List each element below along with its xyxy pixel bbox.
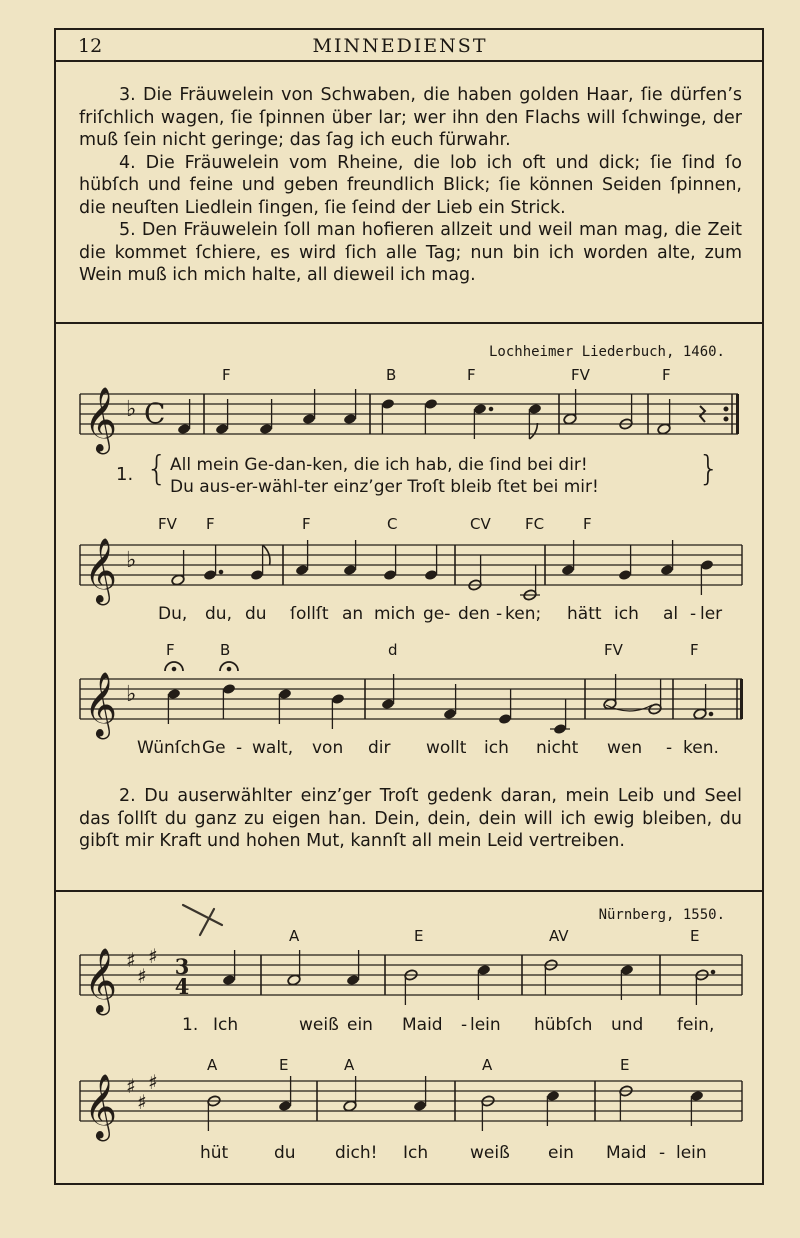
sharp-icon: ♯ <box>148 944 158 968</box>
lyric-syllable: al <box>663 604 679 624</box>
verse-2: 2. Du auserwählter einz’ger Troſt gedenk daran, mein Leib und Seel das ſollſt du ganz zu eigen han. Dein, dein, dein will ich ewig bleiben, du gibſt mir Kraft und hohen Mut, kannſt all mein Leid vertreiben. <box>79 786 742 851</box>
note <box>468 555 482 591</box>
note <box>498 689 512 725</box>
note <box>618 545 632 581</box>
lyric-syllable: du, <box>205 604 232 624</box>
lyric-syllable: ge- <box>423 604 451 624</box>
lyric-syllable: Ge <box>202 738 226 758</box>
lyric-syllable: ken; <box>505 604 542 624</box>
chord-symbol: d <box>388 641 398 659</box>
lyric-syllable: hübſch <box>534 1015 593 1035</box>
flat-icon: ♭ <box>126 397 137 422</box>
song1-source: Lochheimer Liederbuch, 1460. <box>488 344 725 360</box>
lyric-syllable: ich <box>614 604 639 624</box>
lyric-syllable: walt, <box>252 738 294 758</box>
note <box>220 662 238 719</box>
lyric-syllable: ſollſt <box>290 604 329 624</box>
lyric-syllable: - <box>496 604 503 624</box>
lyric-syllable: lein <box>470 1015 501 1035</box>
verse-2-block <box>79 785 742 853</box>
chord-symbol: E <box>414 927 424 945</box>
page-title: MINNEDIENST <box>312 35 488 57</box>
lyric-syllable: den <box>458 604 491 624</box>
treble-clef-icon: 𝄞 <box>84 948 118 1013</box>
lyric-syllable: Maid <box>606 1143 647 1163</box>
lyric-syllable: ler <box>700 604 723 624</box>
lyric-syllable: von <box>312 738 344 758</box>
treble-clef-icon: 𝄞 <box>84 387 118 452</box>
note <box>619 1085 633 1121</box>
treble-clef-icon: 𝄞 <box>84 672 118 737</box>
lyric-syllable: ein <box>548 1143 574 1163</box>
sharp-icon: ♯ <box>137 964 147 988</box>
brace-left: { <box>146 449 168 489</box>
time-signature-bottom: 4 <box>174 974 190 999</box>
lyrics-line-2: Du aus-er-wähl-ter einz’ger Troſt bleib ſtet bei mir! <box>170 477 599 497</box>
verse-number: 1. <box>116 464 134 485</box>
chord-symbol: B <box>386 366 397 384</box>
chord-symbol: A <box>344 1056 355 1074</box>
lyric-syllable: dir <box>368 738 391 758</box>
note <box>619 394 633 430</box>
lyric-syllable: fein, <box>677 1015 715 1035</box>
chord-symbol: AV <box>549 927 569 945</box>
lyric-syllable: du <box>274 1143 296 1163</box>
lyric-syllable: - <box>666 738 673 758</box>
chord-symbol: C <box>387 515 398 533</box>
flat-icon: ♭ <box>126 682 137 707</box>
chord-symbol: F <box>222 366 231 384</box>
note <box>695 969 715 1005</box>
treble-clef-icon: 𝄞 <box>84 1074 118 1139</box>
note <box>383 545 397 581</box>
lyric-syllable: hätt <box>567 604 602 624</box>
lyric-syllable: wollt <box>426 738 467 758</box>
lyric-syllable: Maid <box>402 1015 443 1035</box>
note <box>544 959 558 995</box>
lyric-syllable: an <box>342 604 364 624</box>
sharp-icon: ♯ <box>126 948 136 972</box>
flat-icon: ♭ <box>126 548 137 573</box>
lyric-syllable: - <box>461 1015 468 1035</box>
lyric-syllable: ein <box>347 1015 373 1035</box>
sharp-icon: ♯ <box>137 1090 147 1114</box>
lyric-syllable: ken. <box>683 738 719 758</box>
lyric-syllable: 1. <box>182 1015 199 1035</box>
note <box>404 969 418 1005</box>
chord-symbol: F <box>302 515 311 533</box>
lyrics-line-1: All mein Ge-dan-ken, die ich hab, die ſind bei dir! <box>170 455 588 475</box>
chord-symbol: F <box>206 515 215 533</box>
note <box>203 545 223 581</box>
note <box>250 545 270 581</box>
sharp-icon: ♯ <box>126 1074 136 1098</box>
sharp-icon: ♯ <box>148 1070 158 1094</box>
lyric-syllable: dich! <box>335 1143 378 1163</box>
chord-symbol: E <box>279 1056 289 1074</box>
note <box>700 559 714 595</box>
chord-symbol: A <box>207 1056 218 1074</box>
lyric-syllable: lein <box>676 1143 707 1163</box>
lyric-syllable: ich <box>484 738 509 758</box>
chord-symbol: F <box>690 641 699 659</box>
pencil-mark <box>183 905 222 935</box>
note <box>424 545 438 581</box>
chord-symbol: CV <box>470 515 491 533</box>
note <box>331 693 345 729</box>
lyric-syllable: weiß <box>299 1015 339 1035</box>
chord-symbol: FV <box>158 515 177 533</box>
lyric-syllable: Ich <box>403 1143 429 1163</box>
lyric-syllable: Du, <box>158 604 188 624</box>
chord-symbol: E <box>620 1056 630 1074</box>
note <box>550 699 570 735</box>
lyric-syllable: Ich <box>213 1015 239 1035</box>
verse-3: 3. Die Fräuwelein von Schwaben, die haben golden Haar, ſie dürfen’s friſchlich wagen, ſie ſpinnen über lar; wer ihn den Flachs will ſchwinge, der muß ſein nicht geringe; das ſag ich euch fürwahr. <box>79 85 742 150</box>
chord-symbol: B <box>220 641 231 659</box>
chord-symbol: A <box>482 1056 493 1074</box>
chord-symbol: F <box>583 515 592 533</box>
note <box>207 1095 221 1131</box>
chord-symbol: FV <box>571 366 590 384</box>
song2-source: Nürnberg, 1550. <box>598 907 725 923</box>
lyric-syllable: - <box>236 738 243 758</box>
lyric-syllable: Wünſch <box>137 738 201 758</box>
lyric-syllable: und <box>611 1015 644 1035</box>
note <box>481 1095 495 1131</box>
lyric-syllable: - <box>659 1143 666 1163</box>
chord-symbol: FV <box>604 641 623 659</box>
time-signature-top: 3 <box>174 954 190 979</box>
note <box>165 662 183 724</box>
lyric-syllable: hüt <box>200 1143 229 1163</box>
brace-right: } <box>698 449 720 489</box>
lyric-syllable: nicht <box>536 738 579 758</box>
chord-symbol: F <box>467 366 476 384</box>
treble-clef-icon: 𝄞 <box>84 538 118 603</box>
chord-symbol: F <box>662 366 671 384</box>
lyric-syllable: wen <box>607 738 643 758</box>
note <box>424 398 438 434</box>
lyric-syllable: mich <box>374 604 416 624</box>
chord-symbol: E <box>690 927 700 945</box>
lyric-syllable: weiß <box>470 1143 510 1163</box>
verse-4: 4. Die Fräuwelein vom Rheine, die lob ich oft und dick; ſie ſind ſo hübſch und feine und geben freundlich Blick; ſie können Seiden ſpinnen, die neuſten Liedlein ſingen, ſie ſeind der Lieb ein Strick. <box>79 152 742 218</box>
chord-symbol: FC <box>525 515 545 533</box>
slur <box>606 705 652 711</box>
note <box>648 679 662 715</box>
lyric-syllable: du <box>245 604 267 624</box>
chord-symbol: A <box>289 927 300 945</box>
common-time-icon: C <box>144 397 166 430</box>
lyric-syllable: - <box>690 604 697 624</box>
note <box>520 565 540 601</box>
note <box>381 398 395 434</box>
page-number: 12 <box>78 35 103 57</box>
verse-5: 5. Den Fräuwelein ſoll man hofieren allzeit und weil man mag, die Zeit die kommet ſchiere, es wird ſich alle Tag; nun bin ich worden alte, zum Wein muß ich mich halte, all dieweil ich mag. <box>79 220 742 285</box>
chord-symbol: F <box>166 641 175 659</box>
